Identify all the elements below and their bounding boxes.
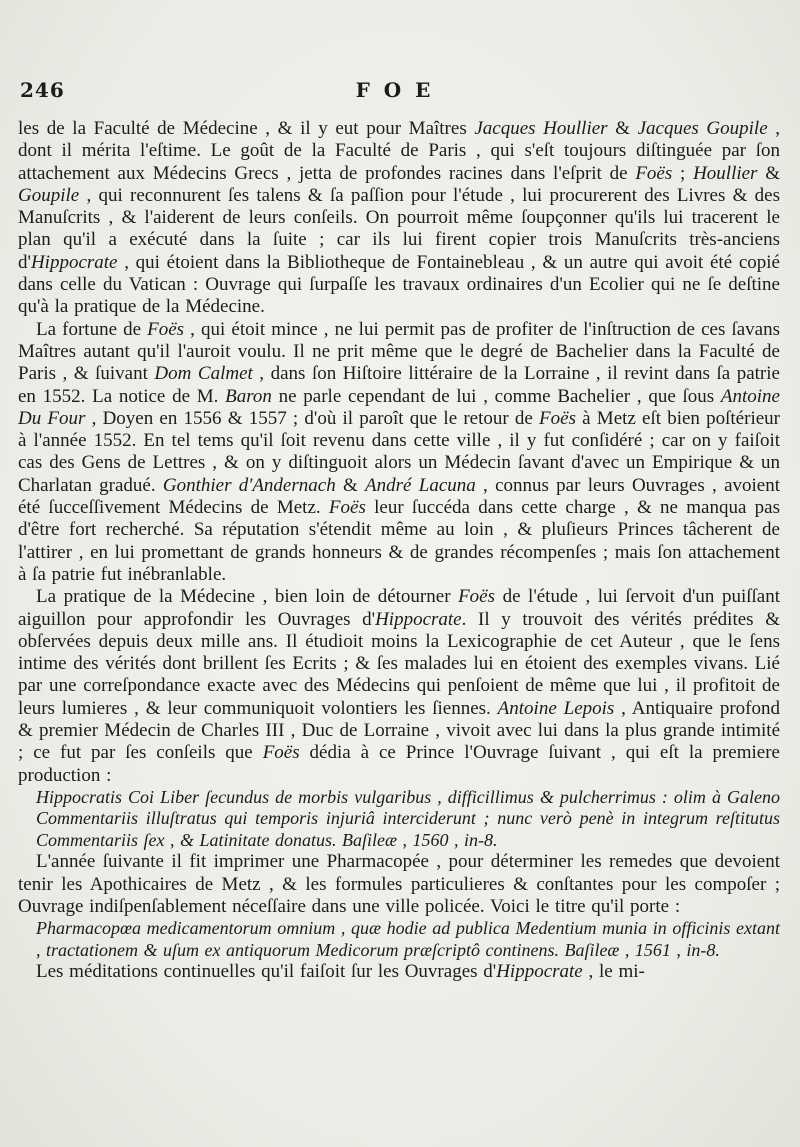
italic-text: Foës: [147, 318, 185, 340]
italic-text: Hippocrate: [375, 608, 462, 630]
book-title-citation: [18, 918, 780, 961]
italic-text: Dom Calmet: [154, 363, 253, 385]
paragraph: [18, 851, 780, 918]
italic-text: Hippocrate: [496, 961, 583, 983]
text-run: , connus par leurs Ouvrages , avoient été ſucceſſivement Médecins de Metz.: [18, 474, 780, 519]
text-run: ;: [672, 162, 694, 184]
text-run: &: [335, 474, 366, 496]
text-run: ne parle cependant de lui , comme Bachelier , que ſous: [271, 385, 721, 407]
text-run: . Il y trouvoit des vérités prédites & obſervées depuis deux mille ans. Il étudioit moins la Lexicographie de cet Auteur , que le ſens intime des vérités dont brillent ſes Ecrits ; & ſes malades lui en étoient des exemples vivans. Lié par une correſpondance exacte avec des Médecins qui penſoient de même que lui , il profitoit de leurs lumieres , & leur communiquoit volontiers les ſiennes.: [18, 608, 780, 719]
body-text: [18, 118, 780, 984]
text-run: , qui étoient dans la Bibliotheque de Fontainebleau , & un autre qui avoit été copié dans celle du Vatican : Ouvrage qui ſurpaſſe les travaux ordinaires d'un Ecolier qui ne ſe deſtine qu'à la pratique de la Médecine.: [18, 251, 780, 318]
text-run: , qui reconnurent ſes talens & ſa paſſion pour l'étude , lui procurerent des Livres & des Manuſcrits , & l'aiderent de leurs conſeils. On pourroit même ſoupçonner qu'ils lui tracerent le plan qu'il a exécuté dans la ſuite ; car ils lui firent copier trois Manuſcrits très-anciens d': [18, 184, 780, 273]
paragraph: [18, 118, 780, 319]
text-run: , dans ſon Hiſtoire littéraire de la Lorraine , il revint dans ſa patrie en 1552. La notice de M.: [18, 363, 780, 407]
text-run: &: [607, 118, 638, 139]
text-run: , Antiquaire profond & premier Médecin de Charles III , Duc de Lorraine , vivoit avec lui dans la plus grande intimité ; ce fut par ſes conſeils que: [18, 697, 781, 764]
italic-text: Hippocrate: [30, 251, 118, 273]
paragraph: [18, 586, 780, 787]
text-run: Hippocratis Coi Liber ſecundus de morbis vulgaribus , difficillimus & pulcherrimus : olim à Galeno Commentariis illuſtratus qui temporis injuriâ interciderunt ; nunc verò penè in integrum reſtitutus Commentariis ſex , & Latinitate donatus. Baſileæ , 1560 , in-8.: [36, 786, 780, 850]
text-run: les de la Faculté de Médecine , & il y eut pour Maîtres: [18, 118, 475, 139]
text-run: leur ſuccéda dans cette charge , & ne manqua pas d'être fort recherché. Sa réputation s'étendit même au loin , & pluſieurs Princes tâcherent de l'attirer , en lui promettant de grands honneurs & de grandes récompenſes ; mais ſon attachement à ſa patrie fut inébranlable.: [18, 497, 780, 585]
italic-text: Jacques Goupile: [637, 118, 768, 139]
text-run: à Metz eſt bien poſtérieur à l'année 1552. En tel tems qu'il ſoit revenu dans cette ville , il y fut conſidéré ; car on y faiſoit cas des Gens de Lettres , & on y diſtinguoit alors un Médecin ſavant d'avec un Empirique & un Charlatan gradué.: [18, 407, 780, 496]
italic-text: Antoine Lepois: [497, 697, 615, 719]
italic-text: Foës: [635, 162, 673, 184]
italic-text: André Lacuna: [365, 474, 476, 496]
italic-text: Foës: [328, 497, 366, 519]
italic-text: Foës: [539, 407, 576, 429]
page-number: 246: [20, 78, 65, 102]
italic-text: Baron: [225, 385, 272, 407]
text-run: , qui étoit mince , ne lui permit pas de profiter de l'inſtruction de ces ſavans Maîtres autant qu'il l'auroit voulu. Il ne prit même que le degré de Bachelier dans la Faculté de Paris , & ſuivant: [18, 318, 780, 385]
running-head: FOE: [355, 78, 445, 102]
text-run: de l'étude , lui ſervoit d'un puiſſant aiguillon pour approfondir les Ouvrages d': [18, 586, 781, 630]
text-run: dédia à ce Prince l'Ouvrage ſuivant , qui eſt la premiere production :: [18, 742, 780, 786]
italic-text: Gonthier d'Andernach: [162, 474, 336, 496]
italic-text: Goupile: [18, 184, 80, 206]
paragraph: [18, 961, 780, 983]
text-run: &: [757, 162, 780, 184]
text-run: Pharmacopœa medicamentorum omnium , quæ hodie ad publica Medentium munia in officinis extant , tractationem & uſum ex antiquorum Medicorum præſcriptô continens. Baſileæ , 1561 , in-8.: [36, 918, 780, 960]
paragraph: [18, 319, 780, 587]
text-run: Les méditations continuelles qu'il faiſoit ſur les Ouvrages d': [36, 961, 497, 983]
text-run: La fortune de: [36, 318, 148, 340]
italic-text: Foës: [458, 586, 496, 608]
italic-text: Houllier: [693, 162, 758, 184]
italic-text: Foës: [262, 742, 300, 764]
text-run: , le mi-: [582, 961, 645, 983]
text-run: L'année ſuivante il fit imprimer une Pharmacopée , pour déterminer les remedes que devoient tenir les Apothicaires de Metz , & les formules particulieres & conſtantes pour les compoſer ; Ouvrage indiſpenſablement néceſſaire dans une ville policée. Voici le titre qu'il porte :: [18, 851, 780, 917]
text-run: La pratique de la Médecine , bien loin de détourner: [36, 586, 459, 608]
page-header: [20, 78, 780, 112]
text-run: , dont il mérita l'eſtime. Le goût de la Faculté de Paris , qui s'eſt toujours diſtinguée par ſon attachement aux Médecins Grecs , jetta de profondes racines dans l'eſprit de: [18, 118, 781, 184]
italic-text: Antoine Du Four: [18, 385, 780, 429]
book-title-citation: [18, 787, 780, 852]
italic-text: Jacques Houllier: [474, 118, 608, 139]
text-run: , Doyen en 1556 & 1557 ; d'où il paroît que le retour de: [85, 407, 540, 429]
